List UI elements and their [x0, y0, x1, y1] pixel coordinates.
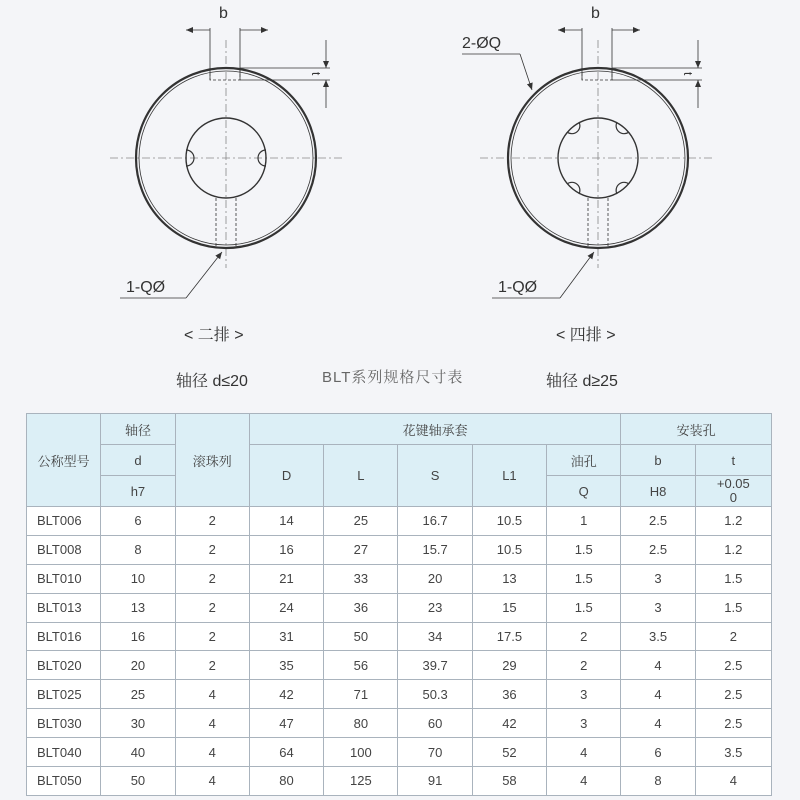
table-cell: 29: [472, 651, 546, 680]
table-cell: 125: [324, 767, 398, 796]
table-cell: 4: [175, 738, 249, 767]
table-cell: 4: [175, 680, 249, 709]
table-cell: 36: [472, 680, 546, 709]
table-cell: 91: [398, 767, 472, 796]
table-cell: 100: [324, 738, 398, 767]
table-row: [27, 622, 772, 651]
table-cell: 2: [175, 622, 249, 651]
table-cell: 21: [249, 564, 323, 593]
model-cell: BLT008: [27, 535, 101, 564]
table-cell: 15.7: [398, 535, 472, 564]
col-Q: Q: [547, 476, 621, 507]
table-cell: 4: [175, 767, 249, 796]
table-cell: 2.5: [621, 507, 695, 536]
table-cell: 40: [101, 738, 175, 767]
model-cell: BLT030: [27, 709, 101, 738]
col-shaft-tol: h7: [101, 476, 175, 507]
table-cell: 3.5: [621, 622, 695, 651]
model-cell: BLT050: [27, 767, 101, 796]
col-L: L: [324, 445, 398, 507]
table-cell: 13: [472, 564, 546, 593]
right-b-label: b: [591, 5, 600, 22]
col-t-tol: [695, 476, 771, 507]
table-cell: 2.5: [695, 680, 771, 709]
table-cell: 71: [324, 680, 398, 709]
four-row-drawing: [462, 28, 715, 298]
table-cell: 39.7: [398, 651, 472, 680]
table-cell: 25: [324, 507, 398, 536]
table-cell: 20: [101, 651, 175, 680]
col-sleeve-group: 花键轴承套: [249, 414, 620, 445]
col-model: 公称型号: [27, 414, 101, 507]
table-cell: 2: [175, 651, 249, 680]
model-cell: BLT013: [27, 593, 101, 622]
col-shaft-d: d: [101, 445, 175, 476]
right-oil-label: 2-ØQ: [462, 35, 502, 52]
table-cell: 10.5: [472, 535, 546, 564]
table-cell: 2.5: [695, 709, 771, 738]
col-b: b: [621, 445, 695, 476]
table-row: [27, 767, 772, 796]
col-L1: L1: [472, 445, 546, 507]
col-t: t: [695, 445, 771, 476]
table-cell: 60: [398, 709, 472, 738]
left-shaft-caption: 轴径 d≤20: [176, 373, 248, 390]
table-cell: 4: [547, 767, 621, 796]
right-layout-caption: < 四排 >: [556, 327, 616, 344]
col-ball-rows: 滚珠列: [175, 414, 249, 507]
left-layout-caption: < 二排 >: [184, 327, 244, 344]
table-cell: 13: [101, 593, 175, 622]
table-cell: 1.5: [547, 564, 621, 593]
left-b-label: b: [219, 5, 228, 22]
table-row: [27, 593, 772, 622]
left-t-label: t: [309, 72, 323, 76]
table-cell: 6: [621, 738, 695, 767]
table-cell: 52: [472, 738, 546, 767]
table-cell: 42: [472, 709, 546, 738]
table-cell: 36: [324, 593, 398, 622]
table-cell: 1.2: [695, 507, 771, 536]
table-row: [27, 738, 772, 767]
table-cell: 70: [398, 738, 472, 767]
table-cell: 56: [324, 651, 398, 680]
table-cell: 8: [621, 767, 695, 796]
table-cell: 16.7: [398, 507, 472, 536]
model-cell: BLT010: [27, 564, 101, 593]
table-cell: 6: [101, 507, 175, 536]
table-cell: 47: [249, 709, 323, 738]
table-cell: 4: [621, 651, 695, 680]
col-D: D: [249, 445, 323, 507]
right-hole-label: 1-QØ: [498, 279, 538, 296]
table-cell: 10.5: [472, 507, 546, 536]
col-mount-group: 安装孔: [621, 414, 772, 445]
table-cell: 14: [249, 507, 323, 536]
spec-table: [26, 413, 772, 796]
table-cell: 4: [175, 709, 249, 738]
table-cell: 3: [547, 680, 621, 709]
table-cell: 20: [398, 564, 472, 593]
col-shaft: 轴径: [101, 414, 175, 445]
table-cell: 10: [101, 564, 175, 593]
table-cell: 2: [175, 535, 249, 564]
table-cell: 31: [249, 622, 323, 651]
table-cell: 34: [398, 622, 472, 651]
table-row: [27, 680, 772, 709]
model-cell: BLT025: [27, 680, 101, 709]
model-cell: BLT006: [27, 507, 101, 536]
table-cell: 23: [398, 593, 472, 622]
table-cell: 1.5: [547, 593, 621, 622]
table-cell: 4: [621, 680, 695, 709]
table-cell: 25: [101, 680, 175, 709]
table-cell: 17.5: [472, 622, 546, 651]
right-shaft-caption: 轴径 d≥25: [546, 373, 618, 390]
table-cell: 3: [621, 593, 695, 622]
table-cell: 80: [324, 709, 398, 738]
t-tol-lower: 0: [729, 490, 737, 505]
table-cell: 2: [547, 651, 621, 680]
table-cell: 30: [101, 709, 175, 738]
col-b-tol: H8: [621, 476, 695, 507]
right-t-label: t: [681, 72, 695, 76]
table-cell: 2: [175, 507, 249, 536]
table-cell: 24: [249, 593, 323, 622]
table-cell: 2: [175, 593, 249, 622]
spec-table-body: [27, 507, 772, 796]
table-row: [27, 564, 772, 593]
table-cell: 3: [621, 564, 695, 593]
table-row: [27, 535, 772, 564]
table-cell: 2: [175, 564, 249, 593]
model-cell: BLT016: [27, 622, 101, 651]
table-cell: 50: [101, 767, 175, 796]
table-cell: 1.5: [695, 564, 771, 593]
table-cell: 27: [324, 535, 398, 564]
table-cell: 15: [472, 593, 546, 622]
table-cell: 50: [324, 622, 398, 651]
table-cell: 64: [249, 738, 323, 767]
table-cell: 1.2: [695, 535, 771, 564]
table-cell: 16: [249, 535, 323, 564]
table-cell: 3: [547, 709, 621, 738]
table-cell: 16: [101, 622, 175, 651]
table-row: [27, 507, 772, 536]
t-tol-upper: +0.05: [716, 476, 750, 491]
table-cell: 33: [324, 564, 398, 593]
table-cell: 4: [621, 709, 695, 738]
col-oil-hole: 油孔: [547, 445, 621, 476]
table-cell: 4: [695, 767, 771, 796]
table-cell: 35: [249, 651, 323, 680]
table-cell: 8: [101, 535, 175, 564]
left-hole-label: 1-QØ: [126, 279, 166, 296]
table-cell: 4: [547, 738, 621, 767]
table-cell: 1.5: [695, 593, 771, 622]
table-row: [27, 709, 772, 738]
table-cell: 2: [695, 622, 771, 651]
table-cell: 58: [472, 767, 546, 796]
table-cell: 3.5: [695, 738, 771, 767]
model-cell: BLT040: [27, 738, 101, 767]
table-cell: 80: [249, 767, 323, 796]
model-cell: BLT020: [27, 651, 101, 680]
table-cell: 1.5: [547, 535, 621, 564]
table-cell: 1: [547, 507, 621, 536]
table-cell: 50.3: [398, 680, 472, 709]
two-row-drawing: [110, 28, 345, 298]
table-row: [27, 651, 772, 680]
table-cell: 2: [547, 622, 621, 651]
table-cell: 2.5: [695, 651, 771, 680]
col-S: S: [398, 445, 472, 507]
table-cell: 2.5: [621, 535, 695, 564]
series-title: BLT系列规格尺寸表: [322, 369, 464, 386]
table-cell: 42: [249, 680, 323, 709]
